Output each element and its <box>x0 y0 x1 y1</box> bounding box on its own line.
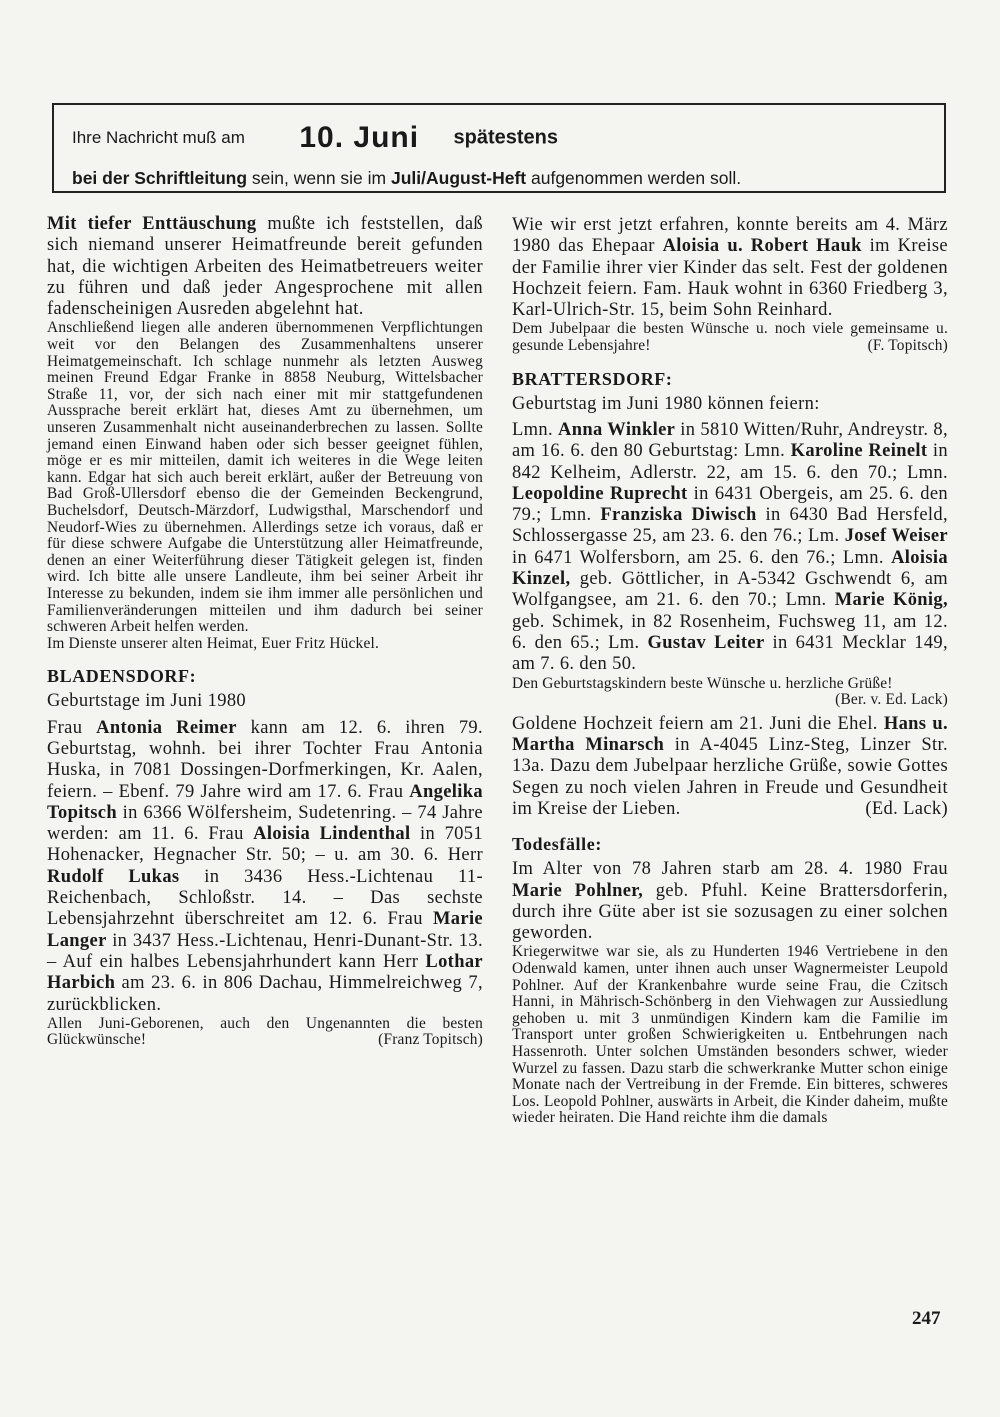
bold-name: Hans u. Martha Minarsch <box>512 713 949 756</box>
paragraph <box>512 215 948 321</box>
bold-name: Marie Pohlner, <box>512 880 644 901</box>
section-heading <box>512 369 948 390</box>
bold-name: Gustav Leiter <box>647 632 765 653</box>
bold-name: Marie Langer <box>47 909 483 951</box>
author-signature: (F. Topitsch) <box>867 337 948 355</box>
notice-text-end: aufgenommen werden soll. <box>526 168 742 188</box>
text-run: Anschließend liegen alle anderen übernommenen Verpflichtungen weit vor den Belangen des Zusammenhaltens unserer Heimatgemeinschaft. Ich schlage nunmehr als letzten Ausweg meinen Freund Edgar Franke in 8858 Neuburg, Wittelsbacher Straße 11, vor, der sich nach einer mit mir stattgefundenen Aussprache bereit erklärt hat, dieses Amt zu übernehmen, um unseren Zusammenhalt nicht auseinanderbrechen zu lassen. Sollte jemand einen Einwand haben oder sich besser geeignet fühlen, möge er es mir mitteilen, damit ich weiteres in die Wege leiten kann. Edgar hat sich auch bereit erklärt, außer der Betreuung von Bad Groß-Ullersdorf ebenso die der Gemeinden Beckengrund, Buchelsdorf, Deutsch-Märzdorf, Ludwigsthal, Marschendorf und Neudorf-Wies zu übernehmen. Allerdings setze ich voraus, daß er für diese schwere Aufgabe die Unterstützung aller Heimatfreunde, denen an einer Weiterführung dieser Tätigkeit gelegen ist, finden wird. Ich bitte alle unsere Landleute, ihm bei seiner Arbeit ihr Interesse zu bekunden, indem sie ihm immer alle persönlichen und Familienveränderungen mitteilen und ihm dadurch bei seiner schweren Arbeit helfen werden. <box>47 319 483 636</box>
text-run: in 6366 Wölfersheim, Sudetenring. – 74 Jahre werden: am 11. 6. Frau <box>47 802 483 845</box>
paragraph <box>512 944 948 1127</box>
notice-line-2 <box>72 168 741 189</box>
text-run: kann am 12. 6. ihren 79. Geburtstag, wohnh. bei ihrer Tochter Frau Antonia Huska, in 7081 Dossingen-Dorfmerkingen, Kr. Aalen, feiern. – Ebenf. 79 Jahre wird am 17. 6. Frau <box>47 717 483 802</box>
notice-date: 10. Juni <box>299 121 420 154</box>
text-run: geb. Pfuhl. Keine Brattersdorferin, durch ihre Güte aber ist sie sozusagen zu einer solchen geworden. <box>512 880 949 944</box>
bold-name: Aloisia u. Robert Hauk <box>662 236 862 257</box>
paragraph <box>47 214 483 320</box>
text-run: Allen Juni-Geborenen, auch den Ungenannten die besten Glückwünsche! <box>47 1014 483 1049</box>
text-run: Dem Jubelpaar die besten Wünsche u. noch viele gemeinsame u. gesunde Lebensjahre! <box>512 320 948 355</box>
text-run: Geburtstage im Juni 1980 <box>47 691 247 712</box>
text-run: geb. Göttlicher, in A-5342 Gschwendt 6, am Wolfgangsee, am 21. 6. den 70.; Lmn. <box>512 569 948 611</box>
section-heading <box>47 666 483 687</box>
text-run: BLADENSDORF: <box>47 666 197 687</box>
text-run: in 3437 Hess.-Lichtenau, Henri-Dunant-Str. 13. – Auf ein halbes Lebensjahrhundert kann Herr <box>47 930 483 972</box>
notice-text: sein, wenn sie im <box>247 168 391 188</box>
paragraph <box>512 420 948 676</box>
bold-name: Karoline Reinelt <box>790 441 928 462</box>
text-run: in 5810 Witten/Ruhr, Andreystr. 8, am 16. 6. den 80 Geburtstag: Lmn. <box>512 419 949 462</box>
author-signature: (Franz Topitsch) <box>378 1031 483 1049</box>
section-heading <box>512 834 948 855</box>
paragraph <box>512 676 948 709</box>
bold-name: Aloisia Kinzel, <box>512 547 948 590</box>
text-run: mußte ich feststellen, daß sich niemand unserer Heimatfreunde bereit gefunden hat, die wichtigen Arbeiten des Heimatbetreuers weiter zu führen und daß jeder Angesprochene mit allen fadenscheinigen Ausreden abgelehnt hat. <box>47 214 483 320</box>
text-run: im Kreise der Familie ihrer vier Kinder das selt. Fest der goldenen Hochzeit feiern. Fam. Hauk wohnt in 6360 Friedberg 3, Karl-Ulrich-Str. 15, beim Sohn Reinhard. <box>512 236 948 321</box>
text-run: Frau <box>47 717 97 738</box>
text-run: geb. Schimek, in 82 Rosenheim, Fuchsweg 11, am 12. 6. den 65.; Lm. <box>512 611 948 653</box>
paragraph <box>512 714 948 820</box>
paragraph <box>512 859 948 944</box>
text-run: Wie wir erst jetzt erfahren, konnte bereits am 4. März 1980 das Ehepaar <box>512 215 948 257</box>
paragraph <box>47 636 483 653</box>
text-run: in 7051 Hohenacker, Hegnacher Str. 50; – u. am 30. 6. Herr <box>47 824 483 866</box>
text-run: in 3436 Hess.-Lichtenau 11-Reichenbach, Schloßstr. 14. – Das sechste Lebensjahrzehnt überschreitet am 12. 6. Frau <box>47 866 483 930</box>
text-run: am 23. 6. in 806 Dachau, Himmelreichweg 7, zurückblicken. <box>47 973 483 1015</box>
text-run: Den Geburtstagskindern beste Wünsche u. herzliche Grüße! <box>512 674 893 692</box>
text-run: in 6471 Wolfersborn, am 25. 6. den 76.; Lmn. <box>512 547 892 568</box>
bold-name: Rudolf Lukas <box>47 866 180 887</box>
bold-name: Josef Weiser <box>844 526 948 547</box>
bold-name: Aloisia Lindenthal <box>253 824 411 845</box>
notice-line-1 <box>72 121 558 155</box>
bold-name: Angelika Topitsch <box>47 781 483 823</box>
bold-name: Anna Winkler <box>558 419 676 440</box>
paragraph <box>512 321 948 354</box>
paragraph <box>47 691 483 712</box>
paragraph <box>512 394 948 415</box>
text-run: in 842 Kelheim, Adlerstr. 22, am 15. 6. den 70.; Lmn. <box>512 441 948 483</box>
text-run: Kriegerwitwe war sie, als zu Hunderten 1946 Vertriebene in den Odenwald kamen, unter ihnen auch unser Wagnermeister Leupold Pohlner. Auf der Krankenbahre wurde seine Frau, die Czitsch Hanni, in Mährisch-Schönberg in den Viehwagen zur Aussiedlung gehoben u. mit 3 unmündigen Kindern kam die Familie im Transport unter großen Schwierigkeiten u. Entbehrungen nach Hassenroth. Unter solchen Umständen besonders schwer, wieder Wurzel zu fassen. Dazu starb die schwerkranke Mutter schon einige Monate nach der Vertreibung in der Fremde. Ein bitteres, schweres Los. Leopold Pohlner, auswärts in Arbeit, die Kinder daheim, mußte wieder heiraten. Die Hand reichte ihm die damals <box>512 943 948 1127</box>
text-run: Geburtstag im Juni 1980 können feiern: <box>512 393 820 414</box>
text-run: Goldene Hochzeit feiern am 21. Juni die Ehel. <box>512 713 884 734</box>
page-number: 247 <box>912 1308 941 1329</box>
bold-name: Franziska Diwisch <box>600 505 757 526</box>
notice-bold-2: Juli/August-Heft <box>390 168 527 188</box>
text-run: Lmn. <box>512 419 559 440</box>
author-signature: (Ber. v. Ed. Lack) <box>835 691 948 709</box>
text-run: Todesfälle: <box>512 834 602 855</box>
notice-prefix: Ihre Nachricht muß am <box>72 128 245 147</box>
right-column <box>512 215 948 1127</box>
text-run: in 6431 Mecklar 149, am 7. 6. den 50. <box>512 632 948 675</box>
bold-name: Antonia Reimer <box>96 717 237 738</box>
deadline-notice-box <box>52 103 946 193</box>
paragraph <box>47 320 483 635</box>
bold-name: Leopoldine Ruprecht <box>512 483 688 504</box>
text-run: in 6430 Bad Hersfeld, Schlossergasse 25, am 23. 6. den 76.; Lm. <box>512 505 948 547</box>
bold-name: Lothar Harbich <box>47 951 483 994</box>
text-run: Im Dienste unserer alten Heimat, Euer Fritz Hückel. <box>47 634 380 652</box>
author-signature: (Ed. Lack) <box>865 798 948 819</box>
bold-name: Mit tiefer Enttäuschung <box>47 214 257 234</box>
text-run: in 6431 Obergeis, am 25. 6. den 79.; Lmn. <box>512 483 948 526</box>
paragraph <box>47 1016 483 1049</box>
paragraph <box>47 718 483 1016</box>
notice-suffix: spätestens <box>453 126 559 149</box>
text-run: in A-4045 Linz-Steg, Linzer Str. 13a. Dazu dem Jubelpaar herzliche Grüße, sowie Gottes Segen zu noch vielen Jahren in Freude und Gesundheit im Kreise der Lieben. <box>512 735 948 819</box>
bold-name: Marie König, <box>834 590 948 611</box>
text-run: Im Alter von 78 Jahren starb am 28. 4. 1980 Frau <box>512 859 948 880</box>
left-column <box>47 214 483 1049</box>
notice-bold-1: bei der Schriftleitung <box>72 168 248 188</box>
text-run: BRATTERSDORF: <box>512 368 673 389</box>
